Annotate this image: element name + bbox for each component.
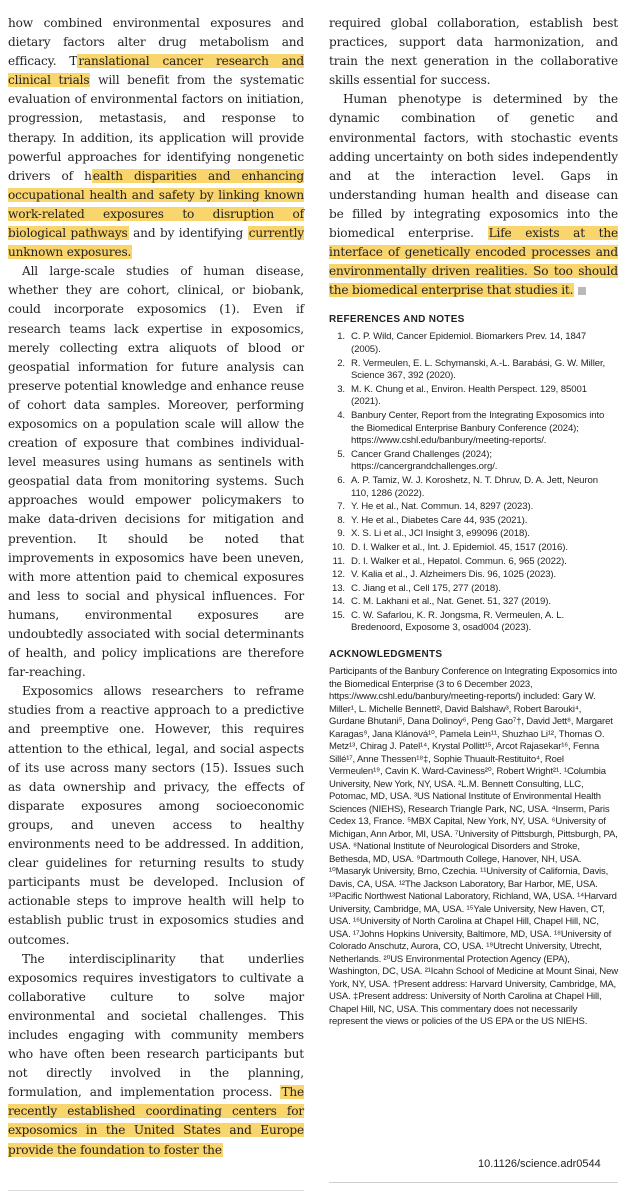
p1-text-a: how combined environmental exposures and dietary factors alter drug metabolism and efficacy. T xyxy=(8,16,304,69)
highlight-health-disparities: ealth disparities and enhancing occupational health and safety by linking known work-related exposures to disruption of biological pathways xyxy=(8,168,304,241)
reference-item xyxy=(329,528,618,541)
reference-item xyxy=(329,410,618,448)
reference-number: 8. xyxy=(337,514,345,526)
reference-text: D. I. Walker et al., Hepatol. Commun. 6, 965 (2022). xyxy=(351,555,567,567)
reference-text: C. P. Wild, Cancer Epidemiol. Biomarkers Prev. 14, 1847 (2005). xyxy=(351,331,587,355)
reference-number: 9. xyxy=(337,528,345,540)
end-mark-icon xyxy=(578,287,586,295)
reference-item xyxy=(329,515,618,528)
reference-item xyxy=(329,569,618,582)
reference-number: 12. xyxy=(331,569,345,581)
reference-number: 3. xyxy=(337,383,345,395)
reference-item xyxy=(329,542,618,555)
reference-item xyxy=(329,501,618,514)
reference-number: 2. xyxy=(337,357,345,369)
paragraph-2: All large-scale studies of human disease, whether they are cohort, clinical, or biobank, could incorporate exposomics (1). Even if research teams lack expertise in exposomics, merely collecting extra aliquots of blood or geospatial information for future analysis can preserve potential knowledge and enhance reuse of cohort data samples. Moreover, performing exposomics on a population scale will allow the creation of exposure that combines individual-level measures using humans as sentinels with geospatial data from monitoring systems. Such approaches would empower policymakers to make data-driven decisions for mitigation and prevention. It should be noted that improvements in exposomics have been uneven, with more attention paid to chemical exposures and less to social and physical influences. For humans, environmental exposures are undoubtedly associated with social determinants of health, and policy implications are therefore far-reaching. xyxy=(8,264,304,680)
references-list xyxy=(329,331,618,635)
highlight-unknown-exposures: currently unknown exposures. xyxy=(8,226,304,260)
divider xyxy=(329,1182,618,1183)
reference-text: C. M. Lakhani et al., Nat. Genet. 51, 327 (2019). xyxy=(351,596,551,608)
reference-number: 14. xyxy=(331,596,345,608)
highlight-cancer-research: ranslational cancer research and clinical trials xyxy=(8,54,304,88)
reference-text: A. P. Tamiz, W. J. Koroshetz, N. T. Dhruv, D. A. Jett, Neuron 110, 1286 (2022). xyxy=(351,474,598,499)
reference-text: C. W. Safarlou, K. R. Jongsma, R. Vermeulen, A. L. Bredenoord, Exposome 3, osad004 (2023). xyxy=(351,609,565,634)
paragraph-5: required global collaboration, establish best practices, support data harmonization, and train the next generation in the collaborative skills essential for success. xyxy=(329,16,618,88)
reference-text: M. K. Chung et al., Environ. Health Perspect. 129, 85001 (2021). xyxy=(351,383,587,408)
paragraph-4 xyxy=(8,950,304,1160)
reference-item xyxy=(329,610,618,635)
reference-text: C. Jiang et al., Cell 175, 277 (2018). xyxy=(351,582,501,594)
acknowledgments-heading: ACKNOWLEDGMENTS xyxy=(329,649,443,661)
reference-item xyxy=(329,475,618,500)
references-heading: REFERENCES AND NOTES xyxy=(329,314,465,326)
reference-text: Cancer Grand Challenges (2024); https://cancergrandchallenges.org/. xyxy=(351,448,498,473)
left-column xyxy=(8,14,304,1160)
paragraph-1 xyxy=(8,14,304,262)
reference-item xyxy=(329,331,618,356)
reference-number: 4. xyxy=(337,409,345,421)
reference-text: Banbury Center, Report from the Integrating Exposomics into the Biomedical Enterprise Banbury Conference (2024); https://www.cshl.edu/banbury/meeting-reports/. xyxy=(351,409,605,447)
acknowledgments-text: Participants of the Banbury Conference on Integrating Exposomics into the Biomedical Enterprise (3 to 6 December 2023, https://www.cshl.edu/banbury/meeting-reports/) included: Gary W. Miller¹, L. Michelle Bennett², David Balshaw³, Robert Barouki⁴, Gurdane Bhutani⁵, Dana Dolinoy⁶, Peng Gao⁷†, David Jett⁸, Margaret Karagas⁹, Jana Klánová¹⁰, Pamela Lein¹¹, Shuzhao Li¹², Thomas O. Metz¹³, Chirag J. Patel¹⁴, Krystal Pollitt¹⁵, Arcot Rajasekar¹⁶, Fenna Sillé¹⁷, Anne Thessen¹⁸‡, Sophie Thuault-Restituito⁴, Roel Vermeulen¹⁹, Cavin K. Ward-Caviness²⁰, Robert Wright²¹. ¹Columbia University, New York, NY, USA. ²L.M. Bennett Consulting, LLC, Potomac, MD, USA. ³US National Institute of Environmental Health Sciences (NIEHS), Research Triangle Park, NC, USA. ⁴Inserm, Paris Cedex 13, France. ⁵MBX Capital, New York, NY, USA. ⁶University of Michigan, Ann Arbor, MI, USA. ⁷University of Pittsburgh, Pittsburgh, PA, USA. ⁸National Institute of Neurological Disorders and Stroke, Bethesda, MD, USA. ⁹Dartmouth College, Hanover, NH, USA. ¹⁰Masaryk University, Brno, Czechia. ¹¹University of California, Davis, Davis, CA, USA. ¹²The Jackson Laboratory, Bar Harbor, ME, USA. ¹³Pacific Northwest National Laboratory, Richland, WA, USA. ¹⁴Harvard University, Cambridge, MA, USA. ¹⁵Yale University, New Haven, CT, USA. ¹⁶University of North Carolina at Chapel Hill, Chapel Hill, NC, USA. ¹⁷Johns Hopkins University, Baltimore, MD, USA. ¹⁸University of Colorado Anschutz, Aurora, CO, USA. ¹⁹Utrecht University, Utrecht, Netherlands. ²⁰US Environmental Protection Agency (EPA), Washington, DC, USA. ²¹Icahn School of Medicine at Mount Sinai, New York, NY, USA. †Present address: Harvard University, Cambridge, MA, USA. ‡Present address: University of North Carolina at Chapel Hill, Chapel Hill, NC, USA. This commentary does not necessarily represent the views or policies of the US EPA or the US NIEHS. xyxy=(329,666,618,1028)
reference-item xyxy=(329,596,618,609)
reference-text: Y. He et al., Nat. Commun. 14, 8297 (2023). xyxy=(351,501,534,513)
reference-text: X. S. Li et al., JCI Insight 3, e99096 (2018). xyxy=(351,528,530,540)
reference-number: 5. xyxy=(337,448,345,460)
reference-number: 7. xyxy=(337,501,345,513)
highlight-coordinating-centers: The recently established coordinating centers for exposomics in the United States and Europe provide the foundation to foster the xyxy=(8,1085,304,1157)
reference-text: V. Kalia et al., J. Alzheimers Dis. 96, 1025 (2023). xyxy=(351,569,557,581)
paragraph-3: Exposomics allows researchers to reframe studies from a reactive approach to a predictive and preemptive one. However, this requires attention to the ethical, legal, and social aspects of its use across many sectors (15). Issues such as data ownership and privacy, the effects of disparate exposures among socioeconomic groups, and uneven access to healthy environments need to be addressed. In addition, clear guidelines for returning results to study participants must be developed. Inclusion of actionable steps to improve health will help to establish public trust in exposomics studies and outcomes. xyxy=(8,684,304,947)
reference-number: 15. xyxy=(331,609,345,621)
reference-text: D. I. Walker et al., Int. J. Epidemiol. 45, 1517 (2016). xyxy=(351,541,568,553)
p1-text-b: will benefit from the systematic evaluation of environmental factors on initiation, progression, metastasis, and response to therapy. In addition, its application will provide powerful approaches for identifying nongenetic drivers of h xyxy=(8,73,305,183)
p4-text-a: The interdisciplinarity that underlies exposomics requires investigators to cultivate a collaborative culture to solve major environmental and societal challenges. This includes engaging with community members who have often been research participants but not directly involved in the planning, formulation, and implementation process. xyxy=(8,951,304,1100)
reference-item xyxy=(329,556,618,569)
p1-text-c: and by identifying xyxy=(128,226,248,241)
divider-left xyxy=(8,1190,304,1191)
right-column xyxy=(329,14,618,1029)
reference-number: 10. xyxy=(331,541,345,553)
reference-number: 13. xyxy=(331,582,345,594)
reference-number: 1. xyxy=(337,331,345,343)
reference-text: Y. He et al., Diabetes Care 44, 935 (2021). xyxy=(351,514,528,526)
p6-text-a: Human phenotype is determined by the dynamic combination of genetic and environmental factors, with stochastic events adding uncertainty on both sides independently and at the interaction level. Gaps in understanding human health and disease can be filled by integrating exposomics into the biomedical enterprise. xyxy=(329,92,618,241)
doi-link[interactable]: 10.1126/science.adr0544 xyxy=(478,1158,601,1170)
reference-text: R. Vermeulen, E. L. Schymanski, A.-L. Barabási, G. W. Miller, Science 367, 392 (2020). xyxy=(351,357,606,382)
reference-item xyxy=(329,583,618,596)
reference-number: 11. xyxy=(332,555,345,567)
paragraph-6 xyxy=(329,90,618,300)
reference-number: 6. xyxy=(337,474,345,486)
reference-item xyxy=(329,358,618,383)
reference-item xyxy=(329,449,618,474)
highlight-life-exists: Life exists at the interface of genetically encoded processes and environmentally driven realities. So too should the biomedical enterprise that studies it. xyxy=(329,226,618,298)
reference-item xyxy=(329,384,618,409)
